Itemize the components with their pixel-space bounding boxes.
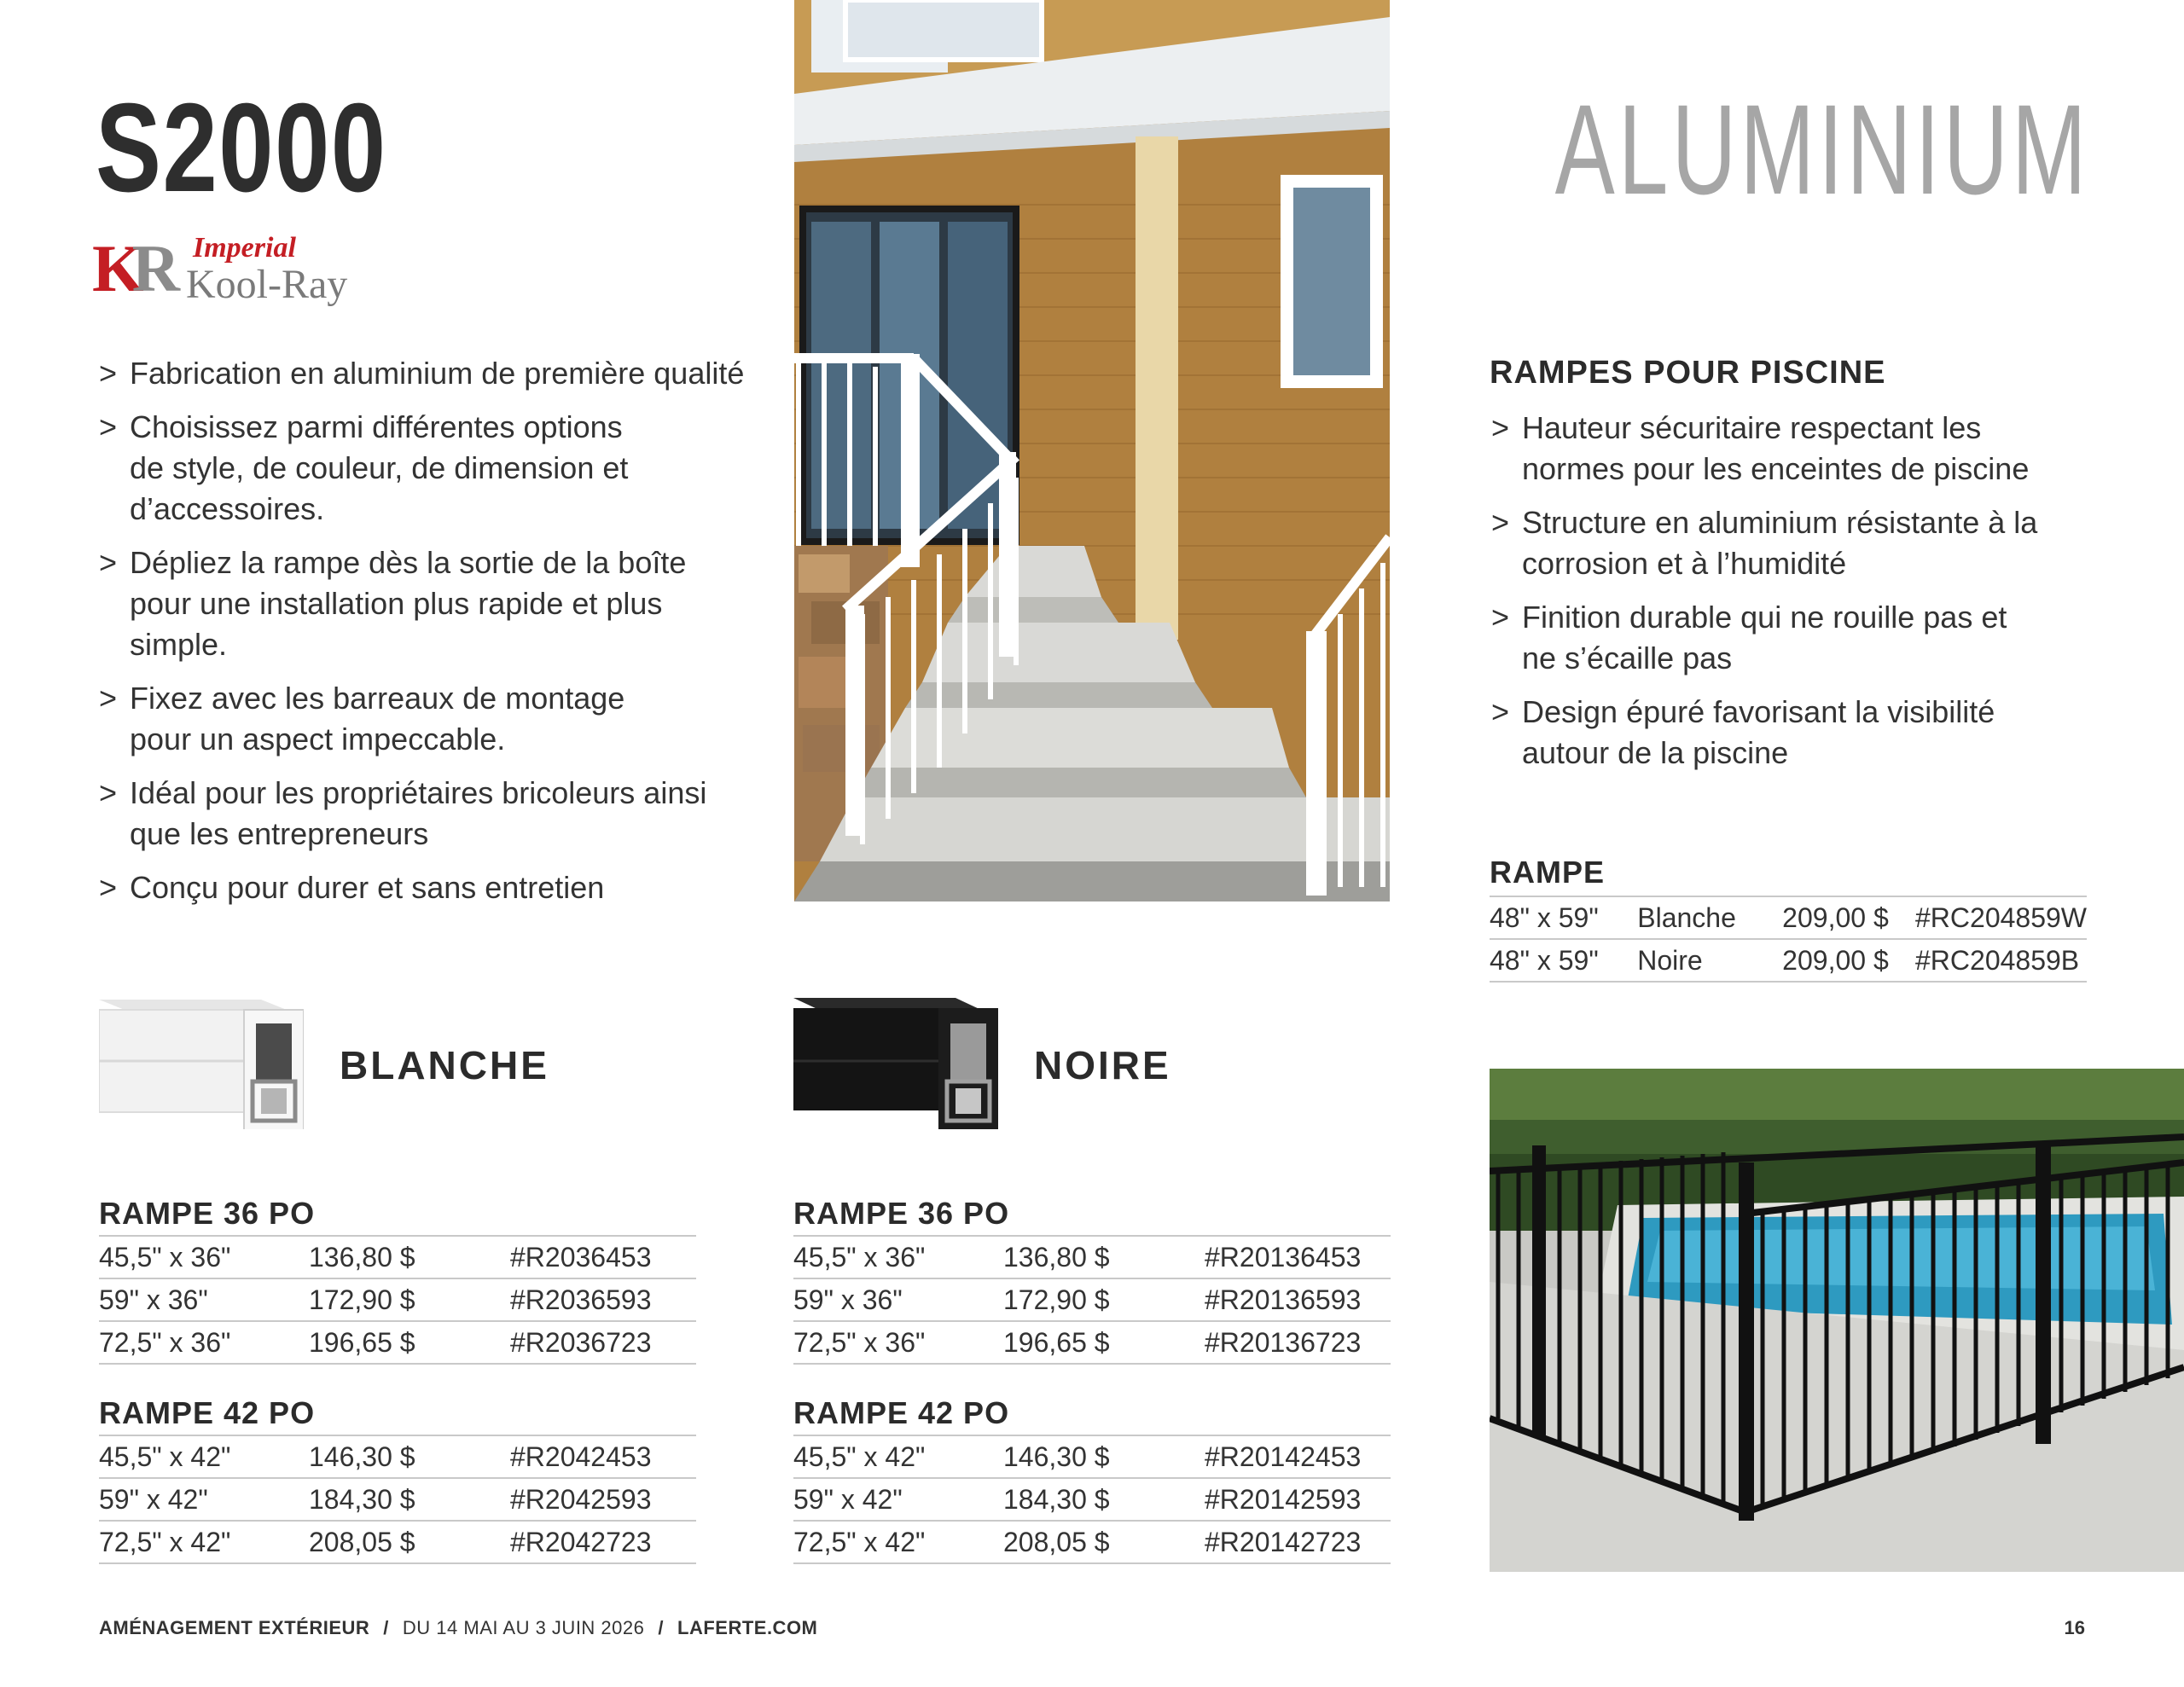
footer-dates: DU 14 MAI AU 3 JUIN 2026 (402, 1617, 645, 1638)
table-row (1490, 939, 2087, 982)
imperial-kool-ray-logo (92, 232, 365, 314)
size-cell: 45,5" x 36" (793, 1236, 1003, 1278)
sku-cell: #R20142453 (1205, 1435, 1391, 1478)
black-color-label: NOIRE (1034, 1043, 1171, 1087)
sku-cell: #R2036453 (510, 1236, 696, 1278)
white-42-heading: RAMPE 42 PO (99, 1395, 316, 1430)
feature-item: > Choisissez parmi différentes options de style, de couleur, de dimension et d’accessoires. (96, 407, 659, 530)
sku-cell: #RC204859B (1915, 939, 2087, 982)
color-cell: Noire (1637, 939, 1782, 982)
house-stairs-photo (794, 0, 1390, 901)
sku-cell: #R2042453 (510, 1435, 696, 1478)
table-row (793, 1435, 1391, 1478)
black-36-heading: RAMPE 36 PO (793, 1196, 1010, 1231)
sku-cell: #R20136723 (1205, 1321, 1391, 1364)
footer-separator: / (383, 1617, 389, 1638)
price-cell: 172,90 $ (309, 1278, 510, 1321)
sku-cell: #R20142723 (1205, 1521, 1391, 1563)
price-cell: 208,05 $ (1003, 1521, 1205, 1563)
sku-cell: #R20136593 (1205, 1278, 1391, 1321)
logo-mark: KR (92, 231, 169, 305)
sku-cell: #R20142593 (1205, 1478, 1391, 1521)
feature-item: > Fixez avec les barreaux de montage pour un aspect impeccable. (96, 678, 693, 760)
footer-site-link[interactable]: LAFERTE.COM (677, 1617, 818, 1638)
table-row (99, 1478, 696, 1521)
size-cell: 45,5" x 36" (99, 1236, 309, 1278)
footer (99, 1617, 817, 1639)
page-number: 16 (2064, 1617, 2085, 1638)
pool-feature-item: > Hauteur sécuritaire respectant les normes pour les enceintes de piscine (1488, 408, 2085, 490)
sku-cell: #R2042723 (510, 1521, 696, 1563)
price-cell: 136,80 $ (1003, 1236, 1205, 1278)
feature-item: > Fabrication en aluminium de première qualité (96, 353, 795, 394)
sku-cell: #R2036723 (510, 1321, 696, 1364)
price-cell: 136,80 $ (309, 1236, 510, 1278)
color-cell: Blanche (1637, 896, 1782, 939)
white-42-table (99, 1435, 696, 1564)
size-cell: 72,5" x 36" (99, 1321, 309, 1364)
table-row (793, 1478, 1391, 1521)
price-cell: 209,00 $ (1782, 939, 1915, 982)
black-rail-profile (793, 993, 998, 1129)
table-row (99, 1236, 696, 1278)
size-cell: 45,5" x 42" (99, 1435, 309, 1478)
price-cell: 146,30 $ (309, 1435, 510, 1478)
logo-line1: Imperial (193, 232, 296, 264)
logo-line2: Kool-Ray (186, 262, 348, 307)
table-row (793, 1278, 1391, 1321)
table-row (99, 1278, 696, 1321)
feature-item: > Idéal pour les propriétaires bricoleurs ainsi que les entrepreneurs (96, 773, 744, 855)
price-cell: 208,05 $ (309, 1521, 510, 1563)
category-title: ALUMINIUM (1555, 78, 2090, 221)
pool-price-table (1490, 896, 2087, 983)
sku-cell: #R2042593 (510, 1478, 696, 1521)
white-color-label: BLANCHE (340, 1043, 549, 1087)
table-row (793, 1236, 1391, 1278)
size-cell: 72,5" x 42" (793, 1521, 1003, 1563)
table-row (793, 1321, 1391, 1364)
sku-cell: #RC204859W (1915, 896, 2087, 939)
price-cell: 184,30 $ (1003, 1478, 1205, 1521)
footer-section: AMÉNAGEMENT EXTÉRIEUR (99, 1617, 370, 1638)
black-42-heading: RAMPE 42 PO (793, 1395, 1010, 1430)
price-cell: 209,00 $ (1782, 896, 1915, 939)
black-42-table (793, 1435, 1391, 1564)
pool-feature-item: > Design épuré favorisant la visibilité autour de la piscine (1488, 692, 2085, 774)
size-cell: 48" x 59" (1490, 939, 1637, 982)
table-row (1490, 896, 2087, 939)
feature-item: > Conçu pour durer et sans entretien (96, 867, 795, 908)
pool-feature-list (1488, 408, 2136, 786)
page-title: S2000 (96, 78, 387, 218)
pool-feature-item: > Finition durable qui ne rouille pas et ne s’écaille pas (1488, 597, 2034, 679)
footer-separator: / (658, 1617, 664, 1638)
feature-item: > Dépliez la rampe dès la sortie de la boîte pour une installation plus rapide et plus simple. (96, 542, 744, 665)
black-36-table (793, 1235, 1391, 1365)
pool-feature-item: > Structure en aluminium résistante à la corrosion et à l’humidité (1488, 502, 2051, 584)
table-row (99, 1521, 696, 1563)
price-cell: 146,30 $ (1003, 1435, 1205, 1478)
white-rail-profile (99, 993, 304, 1129)
price-cell: 196,65 $ (1003, 1321, 1205, 1364)
feature-list (96, 353, 795, 921)
size-cell: 59" x 42" (99, 1478, 309, 1521)
price-cell: 184,30 $ (309, 1478, 510, 1521)
size-cell: 45,5" x 42" (793, 1435, 1003, 1478)
table-row (99, 1435, 696, 1478)
size-cell: 72,5" x 36" (793, 1321, 1003, 1364)
price-cell: 172,90 $ (1003, 1278, 1205, 1321)
pool-table-heading: RAMPE (1490, 855, 1606, 890)
sku-cell: #R20136453 (1205, 1236, 1391, 1278)
size-cell: 59" x 42" (793, 1478, 1003, 1521)
white-36-heading: RAMPE 36 PO (99, 1196, 316, 1231)
size-cell: 59" x 36" (793, 1278, 1003, 1321)
table-row (793, 1521, 1391, 1563)
sku-cell: #R2036593 (510, 1278, 696, 1321)
size-cell: 48" x 59" (1490, 896, 1637, 939)
pool-heading: RAMPES POUR PISCINE (1490, 355, 1886, 391)
white-36-table (99, 1235, 696, 1365)
table-row (99, 1321, 696, 1364)
size-cell: 72,5" x 42" (99, 1521, 309, 1563)
pool-fence-photo (1490, 1069, 2184, 1572)
price-cell: 196,65 $ (309, 1321, 510, 1364)
size-cell: 59" x 36" (99, 1278, 309, 1321)
